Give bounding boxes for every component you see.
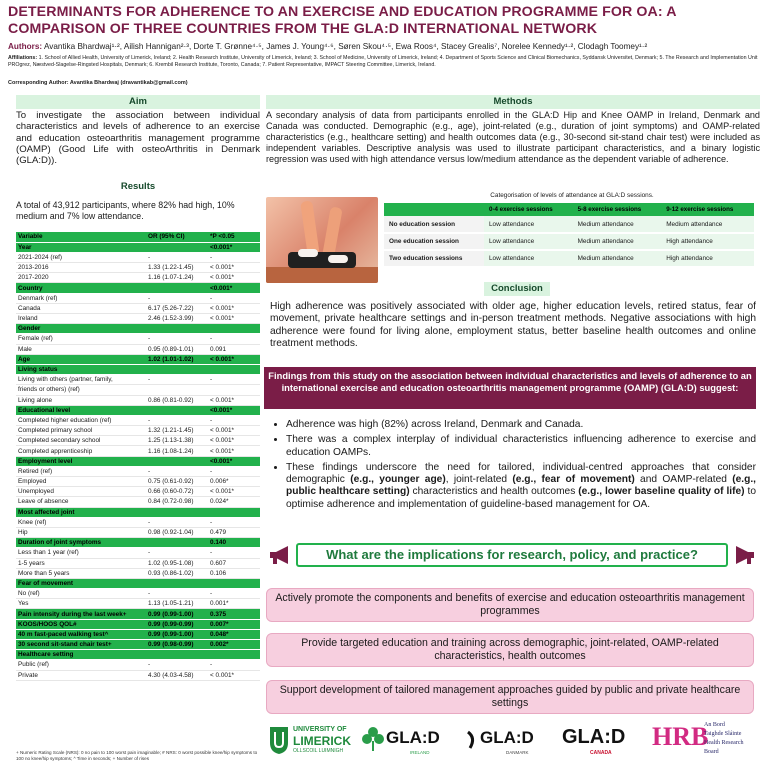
row-p: 0.607 bbox=[208, 558, 260, 568]
ul-shield-icon bbox=[268, 725, 290, 755]
row-p: 0.479 bbox=[208, 527, 260, 537]
row-variable: Pain intensity during the last week+ bbox=[16, 609, 146, 619]
glad-denmark-sub: DANMARK bbox=[506, 750, 529, 755]
row-or: 1.13 (1.05-1.21) bbox=[146, 599, 208, 609]
row-variable: 30 second sit-stand chair test+ bbox=[16, 640, 146, 650]
row-p: < 0.001* bbox=[208, 314, 260, 324]
row-variable: Retired (ref) bbox=[16, 466, 146, 476]
row-or: 1.16 (1.07-1.24) bbox=[146, 273, 208, 283]
finding-emphasis: (e.g., fear of movement) bbox=[512, 474, 635, 486]
glad-canada-text: GLA:D bbox=[562, 726, 626, 748]
results-table bbox=[16, 232, 260, 681]
row-p: < 0.001* bbox=[208, 487, 260, 497]
row-p: 0.002* bbox=[208, 640, 260, 650]
row-variable: Leave of absence bbox=[16, 497, 146, 507]
row-or: - bbox=[146, 589, 208, 599]
row-variable: Male bbox=[16, 344, 146, 354]
finding-emphasis: (e.g., lower baseline quality of life) bbox=[578, 486, 745, 498]
attendance-cell: Medium attendance bbox=[573, 233, 662, 250]
row-or bbox=[146, 385, 208, 395]
row-or bbox=[146, 507, 208, 517]
row-variable: 2017-2020 bbox=[16, 273, 146, 283]
table-row bbox=[16, 650, 260, 660]
glad-ireland-logo bbox=[362, 720, 452, 760]
conclusion-heading: Conclusion bbox=[484, 282, 550, 296]
attendance-cell: Medium attendance bbox=[661, 216, 754, 233]
university-of-limerick-logo bbox=[268, 719, 352, 763]
row-or bbox=[146, 324, 208, 334]
table-row bbox=[16, 609, 260, 619]
header-variable: Variable bbox=[16, 232, 146, 242]
table-row bbox=[16, 487, 260, 497]
poster-title: DETERMINANTS FOR ADHERENCE TO AN EXERCISE AND EDUCATION PROGRAMME FOR OA: A COMPARISON OF THREE COUNTRIES FROM THE GLA:D INTERNATIONAL NETWORK bbox=[8, 4, 677, 37]
row-p bbox=[208, 324, 260, 334]
row-variable: Unemployed bbox=[16, 487, 146, 497]
row-or: - bbox=[146, 548, 208, 558]
row-or: 6.17 (5.26-7.22) bbox=[146, 303, 208, 313]
hrb-text: Board bbox=[704, 749, 719, 755]
table-row bbox=[16, 466, 260, 476]
row-variable: Female (ref) bbox=[16, 334, 146, 344]
row-p: - bbox=[208, 375, 260, 385]
row-variable: More than 5 years bbox=[16, 568, 146, 578]
implication-box-1: Actively promote the components and benefits of exercise and education osteoarthritis management programmes bbox=[266, 588, 754, 622]
ul-line2: LIMERICK bbox=[293, 734, 351, 748]
table-row bbox=[16, 354, 260, 364]
results-heading: Results bbox=[16, 180, 260, 194]
row-or: 1.25 (1.13-1.38) bbox=[146, 436, 208, 446]
row-p: <0.001* bbox=[208, 405, 260, 415]
attendance-row bbox=[384, 216, 754, 233]
table-row bbox=[16, 364, 260, 374]
row-or bbox=[146, 578, 208, 588]
finding-text: to optimise adherence and implementation of guideline-based management for OA. bbox=[286, 486, 756, 510]
row-variable: Age bbox=[16, 354, 146, 364]
ul-line3: OLLSCOIL LUIMNIGH bbox=[293, 748, 344, 754]
row-variable: Living with others (partner, family, bbox=[16, 375, 146, 385]
row-or: 0.98 (0.92-1.04) bbox=[146, 527, 208, 537]
row-p: - bbox=[208, 252, 260, 262]
attendance-cell: Medium attendance bbox=[573, 250, 662, 267]
affiliations-text: 1. School of Allied Health, University of Limerick, Ireland; 2. Health Research Institute, University of Limerick, Ireland; 3. School of Medicine, University of Limerick, Ireland; 4. Department of Sports Science and Clinical Biomechanics, Syddansk Universitet, Denmark; 5. The Research and Implementation Unit PROgrez, Næstved-Slagelse-Ringsted Hospitals, Denmark; 6. Krembil Research Institute, Toronto, Canada; 7. Patient Representative, IMPACT Steering Committee, Limerick, Ireland. bbox=[8, 55, 758, 68]
row-variable: 40 m fast-paced walking test^ bbox=[16, 629, 146, 639]
attendance-cell: Low attendance bbox=[484, 216, 573, 233]
table-row bbox=[16, 589, 260, 599]
findings-banner: Findings from this study on the association between individual characteristics and levels of adherence to an international exercise and education osteoarthritis management programme (OAMP) (GLA:D) suggest: bbox=[264, 367, 756, 409]
table-row bbox=[16, 273, 260, 283]
glad-denmark-text: GLA:D bbox=[480, 728, 534, 747]
row-or: - bbox=[146, 293, 208, 303]
knee-icon bbox=[462, 730, 482, 750]
aim-text: To investigate the association between individual characteristics and levels of adherence to an exercise and education osteoarthritis management programme (OAMP) (Good Life with osteoArthritis in Denmark (GLA:D)). bbox=[16, 110, 260, 167]
row-p: < 0.001* bbox=[208, 670, 260, 680]
row-variable: 1-5 years bbox=[16, 558, 146, 568]
row-or: 2.46 (1.52-3.99) bbox=[146, 314, 208, 324]
attendance-header-9-12: 9-12 exercise sessions bbox=[661, 203, 754, 216]
row-or: 1.02 (1.01-1.02) bbox=[146, 354, 208, 364]
row-variable: Country bbox=[16, 283, 146, 293]
row-or: 0.84 (0.72-0.98) bbox=[146, 497, 208, 507]
row-p bbox=[208, 578, 260, 588]
row-p: 0.091 bbox=[208, 344, 260, 354]
conclusion-text: High adherence was positively associated with older age, higher education levels, retired status, fear of movement, private healthcare settings and in-person treatment methods. Negative associations with high adherence were found for living alone, employment status, better baseline health outcomes and online treatment methods. bbox=[270, 301, 756, 349]
table-row bbox=[16, 568, 260, 578]
row-or: - bbox=[146, 660, 208, 670]
finding-item bbox=[286, 462, 756, 511]
row-or bbox=[146, 405, 208, 415]
row-or: 0.66 (0.60-0.72) bbox=[146, 487, 208, 497]
attendance-header-row bbox=[384, 203, 754, 216]
attendance-table bbox=[384, 203, 754, 268]
row-p bbox=[208, 507, 260, 517]
row-p bbox=[208, 650, 260, 660]
results-table-header bbox=[16, 232, 260, 242]
methods-heading: Methods bbox=[266, 95, 760, 109]
table-row bbox=[16, 385, 260, 395]
attendance-row-label: One education session bbox=[384, 233, 484, 250]
attendance-row bbox=[384, 250, 754, 267]
table-row bbox=[16, 344, 260, 354]
glad-denmark-logo bbox=[462, 720, 552, 760]
row-variable: Educational level bbox=[16, 405, 146, 415]
table-row bbox=[16, 517, 260, 527]
table-row bbox=[16, 477, 260, 487]
row-p: - bbox=[208, 589, 260, 599]
glad-ireland-text: GLA:D bbox=[386, 728, 440, 747]
table-row bbox=[16, 599, 260, 609]
hrb-text: An Bord bbox=[704, 722, 725, 728]
row-variable: Less than 1 year (ref) bbox=[16, 548, 146, 558]
table-row bbox=[16, 558, 260, 568]
row-p: < 0.001* bbox=[208, 354, 260, 364]
row-p: < 0.001* bbox=[208, 303, 260, 313]
results-text: A total of 43,912 participants, where 82% had high, 10% medium and 7% low attendance. bbox=[16, 200, 235, 221]
methods-text: A secondary analysis of data from participants enrolled in the GLA:D Hip and Knee OAMP in Ireland, Denmark and Canada was conducted. Demographic (e.g., age), joint-related (e.g., duration of joint symptoms) and OAMP-related characteristics (e.g., healthcare setting) and health outcomes data (e.g., 30-second sit-stand chair test) were included as independent variables. Descriptive analysis was used to illustrate participant characteristics, and a binary logistic regression was used with high attendance versus low/medium attendance as the dependent variable of adherence. bbox=[266, 110, 760, 165]
finding-emphasis: (e.g., younger age) bbox=[350, 474, 446, 486]
row-p: < 0.001* bbox=[208, 426, 260, 436]
row-or: - bbox=[146, 334, 208, 344]
finding-text: characteristics and health outcomes bbox=[409, 486, 579, 498]
findings-list bbox=[272, 419, 756, 514]
table-row bbox=[16, 629, 260, 639]
row-or: - bbox=[146, 415, 208, 425]
row-variable: Healthcare setting bbox=[16, 650, 146, 660]
row-or bbox=[146, 283, 208, 293]
table-row bbox=[16, 548, 260, 558]
row-p: < 0.001* bbox=[208, 446, 260, 456]
row-variable: Public (ref) bbox=[16, 660, 146, 670]
row-or: 0.75 (0.61-0.92) bbox=[146, 477, 208, 487]
table-row bbox=[16, 293, 260, 303]
authors-list: Avantika Bhardwaj¹·², Ailish Hannigan²·³, Dorte T. Grønne⁴·⁵, James J. Young⁴·⁶, Søren Skou⁴·⁵, Ewa Roos⁴, Stacey Grealis⁷, Norelee Kennedy¹·², Clodagh Toomey¹·² bbox=[43, 42, 648, 51]
table-row bbox=[16, 527, 260, 537]
row-variable: Knee (ref) bbox=[16, 517, 146, 527]
row-or: 1.02 (0.95-1.08) bbox=[146, 558, 208, 568]
implication-box-3: Support development of tailored management approaches guided by public and private healthcare settings bbox=[266, 680, 754, 714]
row-variable: Completed primary school bbox=[16, 426, 146, 436]
row-p: - bbox=[208, 548, 260, 558]
row-or: 1.32 (1.21-1.45) bbox=[146, 426, 208, 436]
row-p: 0.001* bbox=[208, 599, 260, 609]
row-p: - bbox=[208, 466, 260, 476]
attendance-cell: High attendance bbox=[661, 233, 754, 250]
table-row bbox=[16, 375, 260, 385]
row-p: <0.001* bbox=[208, 242, 260, 252]
table-row bbox=[16, 426, 260, 436]
row-or: 1.33 (1.22-1.45) bbox=[146, 263, 208, 273]
glad-canada-logo bbox=[562, 720, 646, 760]
row-p: <0.001* bbox=[208, 283, 260, 293]
row-or: 0.99 (0.98-0.99) bbox=[146, 640, 208, 650]
row-variable: Completed secondary school bbox=[16, 436, 146, 446]
authors-line bbox=[8, 42, 760, 51]
table-row bbox=[16, 283, 260, 293]
row-or: 1.16 (1.08-1.24) bbox=[146, 446, 208, 456]
table-row bbox=[16, 507, 260, 517]
implications-heading: What are the implications for research, policy, and practice? bbox=[296, 543, 728, 567]
row-p: 0.375 bbox=[208, 609, 260, 619]
hrb-text: Taighde Sláinte bbox=[704, 731, 742, 737]
row-or: - bbox=[146, 375, 208, 385]
row-or bbox=[146, 538, 208, 548]
affiliations bbox=[8, 55, 760, 69]
row-or bbox=[146, 242, 208, 252]
finding-item: • Adherence was high (82%) across Ireland, Denmark and Canada. bbox=[286, 419, 756, 431]
row-or: - bbox=[146, 517, 208, 527]
affiliations-label: Affiliations: bbox=[8, 55, 38, 61]
row-p bbox=[208, 364, 260, 374]
row-or bbox=[146, 650, 208, 660]
row-p: < 0.001* bbox=[208, 263, 260, 273]
row-p: 0.007* bbox=[208, 619, 260, 629]
row-variable: Year bbox=[16, 242, 146, 252]
table-row bbox=[16, 619, 260, 629]
row-p: <0.001* bbox=[208, 456, 260, 466]
row-variable: Completed higher education (ref) bbox=[16, 415, 146, 425]
row-variable: No (ref) bbox=[16, 589, 146, 599]
glad-ireland-sub: IRELAND bbox=[410, 750, 430, 755]
finding-text: and OAMP-related bbox=[634, 474, 733, 486]
ul-line1: UNIVERSITY OF bbox=[293, 726, 347, 733]
table-row bbox=[16, 242, 260, 252]
attendance-cell: Low attendance bbox=[484, 250, 573, 267]
row-variable: 2021-2024 (ref) bbox=[16, 252, 146, 262]
attendance-header-5-8: 5-8 exercise sessions bbox=[573, 203, 662, 216]
row-variable: 2013-2016 bbox=[16, 263, 146, 273]
attendance-header-0-4: 0-4 exercise sessions bbox=[484, 203, 573, 216]
row-variable: Living status bbox=[16, 364, 146, 374]
row-or: 0.86 (0.81-0.92) bbox=[146, 395, 208, 405]
row-or: 4.30 (4.03-4.58) bbox=[146, 670, 208, 680]
table-row bbox=[16, 538, 260, 548]
row-variable: Hip bbox=[16, 527, 146, 537]
megaphone-icon bbox=[732, 545, 758, 565]
row-p: 0.048* bbox=[208, 629, 260, 639]
table-footnote: + Numeric Rating Scale (NRS): 0 no pain to 100 worst pain imaginable; # NRS: 0 worst possible knee/hip symptoms to 100 no knee/hip symptoms; ^ Time in seconds; + Number of rises bbox=[16, 750, 258, 761]
attendance-table-caption: Categorisation of levels of attendance at GLA:D sessions. bbox=[490, 192, 654, 199]
row-p: - bbox=[208, 415, 260, 425]
finding-text: , joint-related bbox=[445, 474, 513, 486]
table-row bbox=[16, 456, 260, 466]
row-variable: Fear of movement bbox=[16, 578, 146, 588]
table-row bbox=[16, 640, 260, 650]
row-p: < 0.001* bbox=[208, 395, 260, 405]
table-row bbox=[16, 446, 260, 456]
megaphone-icon bbox=[266, 545, 292, 565]
row-or: 0.93 (0.86-1.02) bbox=[146, 568, 208, 578]
hrb-text: Health Research bbox=[704, 740, 744, 746]
row-variable: Most affected joint bbox=[16, 507, 146, 517]
hrb-logo bbox=[652, 718, 756, 766]
row-p: < 0.001* bbox=[208, 273, 260, 283]
table-row bbox=[16, 334, 260, 344]
row-p: - bbox=[208, 660, 260, 670]
row-p: 0.024* bbox=[208, 497, 260, 507]
logo-strip bbox=[266, 716, 760, 766]
header-or: OR (95% CI) bbox=[146, 232, 208, 242]
shamrock-icon bbox=[362, 726, 384, 752]
row-p bbox=[208, 385, 260, 395]
row-p: 0.006* bbox=[208, 477, 260, 487]
exercise-step-photo bbox=[266, 197, 378, 283]
row-variable: KOOS/HOOS QOL# bbox=[16, 619, 146, 629]
corresponding-author: Corresponding Author: Avantika Bhardwaj (dravantikab@gmail.com) bbox=[8, 80, 188, 86]
attendance-row-label: Two education sessions bbox=[384, 250, 484, 267]
row-or: 0.99 (0.99-0.99) bbox=[146, 619, 208, 629]
table-row bbox=[16, 670, 260, 680]
attendance-header-blank bbox=[384, 203, 484, 216]
row-or bbox=[146, 456, 208, 466]
implication-box-2: Provide targeted education and training across demographic, joint-related, OAMP-related characteristics, health outcomes bbox=[266, 633, 754, 667]
row-variable: Ireland bbox=[16, 314, 146, 324]
row-p: - bbox=[208, 293, 260, 303]
row-or: - bbox=[146, 466, 208, 476]
table-row bbox=[16, 405, 260, 415]
aim-heading: Aim bbox=[16, 95, 260, 109]
row-variable: Duration of joint symptoms bbox=[16, 538, 146, 548]
row-or bbox=[146, 364, 208, 374]
row-p: < 0.001* bbox=[208, 436, 260, 446]
row-p: - bbox=[208, 517, 260, 527]
finding-emphasis: (e.g., public healthcare setting) bbox=[286, 474, 756, 498]
finding-text: These findings underscore the need for tailored, individual-centred approaches that consider demographic bbox=[286, 461, 756, 486]
row-p: - bbox=[208, 334, 260, 344]
hrb-mark: HRB bbox=[652, 722, 709, 751]
row-variable: Denmark (ref) bbox=[16, 293, 146, 303]
authors-label: Authors: bbox=[8, 42, 43, 51]
table-row bbox=[16, 578, 260, 588]
attendance-cell: Medium attendance bbox=[573, 216, 662, 233]
attendance-cell: Low attendance bbox=[484, 233, 573, 250]
table-row bbox=[16, 324, 260, 334]
attendance-row bbox=[384, 233, 754, 250]
table-row bbox=[16, 660, 260, 670]
header-p: *P <0.05 bbox=[208, 232, 260, 242]
attendance-row-label: No education session bbox=[384, 216, 484, 233]
table-row bbox=[16, 415, 260, 425]
row-variable: Employment level bbox=[16, 456, 146, 466]
row-variable: Gender bbox=[16, 324, 146, 334]
row-variable: Employed bbox=[16, 477, 146, 487]
table-row bbox=[16, 436, 260, 446]
table-row bbox=[16, 263, 260, 273]
row-or: 0.99 (0.99-1.00) bbox=[146, 629, 208, 639]
finding-item: • There was a complex interplay of individual characteristics influencing adherence to exercise and education OAMPs. bbox=[286, 434, 756, 459]
table-row bbox=[16, 314, 260, 324]
row-variable: Yes bbox=[16, 599, 146, 609]
row-p: 0.140 bbox=[208, 538, 260, 548]
table-row bbox=[16, 303, 260, 313]
table-row bbox=[16, 252, 260, 262]
row-variable: Canada bbox=[16, 303, 146, 313]
table-row bbox=[16, 497, 260, 507]
row-variable: friends or others) (ref) bbox=[16, 385, 146, 395]
row-variable: Living alone bbox=[16, 395, 146, 405]
row-variable: Completed apprenticeship bbox=[16, 446, 146, 456]
table-row bbox=[16, 395, 260, 405]
row-or: 0.99 (0.99-1.00) bbox=[146, 609, 208, 619]
row-or: - bbox=[146, 252, 208, 262]
row-p: 0.106 bbox=[208, 568, 260, 578]
attendance-cell: High attendance bbox=[661, 250, 754, 267]
glad-canada-sub: CANADA bbox=[590, 750, 612, 756]
row-or: 0.95 (0.89-1.01) bbox=[146, 344, 208, 354]
row-variable: Private bbox=[16, 670, 146, 680]
